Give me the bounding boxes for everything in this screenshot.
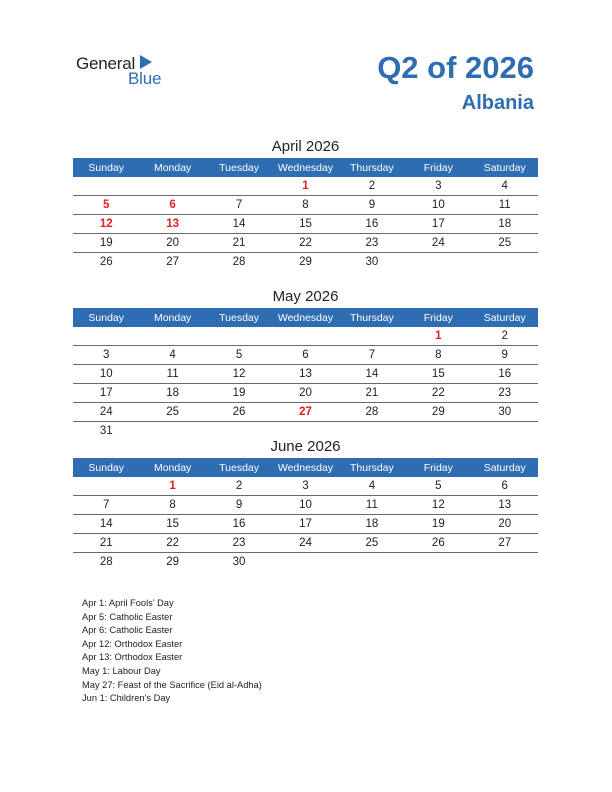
day-cell: 30 (365, 256, 379, 268)
day-cell: 2 (501, 330, 508, 342)
day-cell: 14 (99, 518, 113, 530)
weekday-header-row (73, 458, 538, 477)
day-cell: 25 (166, 406, 180, 418)
day-cell: 19 (232, 387, 246, 399)
weekday-header: Thursday (350, 161, 394, 174)
day-cell: 11 (166, 368, 179, 380)
weekday-header: Sunday (88, 311, 125, 324)
day-cell: 4 (368, 480, 376, 492)
day-cell: 11 (498, 199, 511, 211)
weekday-header: Sunday (88, 461, 125, 474)
day-cell: 15 (431, 368, 445, 380)
day-cell: 5 (435, 480, 442, 492)
day-cell: 21 (99, 537, 113, 549)
week-row (73, 177, 538, 196)
logo-general-text: General (76, 54, 136, 73)
day-cell: 17 (99, 387, 113, 399)
day-cell: 12 (431, 499, 445, 511)
week-row (73, 327, 538, 346)
day-cell: 27 (166, 256, 180, 268)
day-cell: 6 (302, 349, 309, 361)
logo-blue-text: Blue (128, 69, 162, 88)
day-cell: 26 (431, 537, 445, 549)
day-cell: 10 (99, 368, 113, 380)
day-cell: 7 (235, 199, 243, 211)
day-cell: 17 (431, 218, 445, 230)
weekday-header: Friday (423, 461, 453, 474)
weekday-header: Saturday (483, 311, 526, 324)
holiday-note: Jun 1: Children’s Day (82, 693, 171, 704)
holiday-note: Apr 5: Catholic Easter (82, 611, 173, 622)
day-cell: 9 (235, 499, 243, 511)
day-cell: 13 (299, 368, 312, 380)
day-cell: 14 (365, 368, 379, 380)
holiday-note: May 27: Feast of the Sacrifice (Eid al-Adha) (82, 679, 262, 690)
weekday-header-row (73, 158, 538, 177)
holiday-day-cell: 1 (169, 480, 176, 492)
holiday-day-cell: 1 (435, 330, 442, 342)
logo-flag-icon (140, 55, 152, 69)
weeks-container (73, 177, 538, 271)
week-row (73, 365, 538, 384)
week-row (73, 553, 538, 571)
day-cell: 21 (365, 387, 379, 399)
day-cell: 3 (103, 349, 110, 361)
day-cell: 12 (232, 368, 246, 380)
weekday-header: Sunday (88, 161, 125, 174)
day-cell: 8 (302, 199, 309, 211)
weekday-header: Monday (153, 461, 192, 474)
day-cell: 30 (498, 406, 512, 418)
day-cell: 4 (169, 349, 176, 361)
day-cell: 24 (99, 406, 113, 418)
day-cell: 19 (99, 237, 113, 249)
day-cell: 25 (365, 537, 379, 549)
brand-logo (76, 54, 176, 88)
day-cell: 28 (232, 256, 246, 268)
day-cell: 23 (365, 237, 379, 249)
week-row (73, 253, 538, 271)
day-cell: 28 (365, 406, 379, 418)
day-cell: 24 (299, 537, 312, 549)
weeks-container (73, 477, 538, 571)
week-row (73, 496, 538, 515)
holiday-note: Apr 1: April Fools’ Day (82, 598, 174, 608)
weekday-header: Friday (423, 311, 453, 324)
month-calendar-june (73, 436, 538, 571)
day-cell: 16 (232, 518, 246, 530)
day-cell: 27 (498, 537, 512, 549)
week-row (73, 534, 538, 553)
weekday-header: Wednesday (277, 461, 334, 474)
day-cell: 4 (501, 180, 508, 192)
holiday-day-cell: 6 (169, 199, 176, 211)
weekday-header: Thursday (350, 461, 394, 474)
week-row (73, 384, 538, 403)
day-cell: 9 (501, 349, 508, 361)
day-cell: 16 (365, 218, 379, 230)
day-cell: 18 (365, 518, 379, 530)
day-cell: 20 (166, 237, 180, 249)
weekday-header: Wednesday (277, 311, 334, 324)
day-cell: 13 (498, 499, 512, 511)
month-title: April 2026 (271, 138, 340, 155)
week-row (73, 477, 538, 496)
day-cell: 21 (232, 237, 246, 249)
day-cell: 19 (431, 518, 445, 530)
day-cell: 10 (431, 199, 445, 211)
day-cell: 22 (166, 537, 180, 549)
weekday-header: Thursday (350, 311, 394, 324)
page-title: Q2 of 2026 (377, 50, 534, 85)
month-title: May 2026 (272, 288, 339, 305)
weekday-header: Saturday (483, 161, 526, 174)
holiday-day-cell: 5 (103, 199, 110, 211)
weekday-header: Tuesday (219, 161, 259, 174)
day-cell: 15 (166, 518, 180, 530)
weekday-header-row (73, 308, 538, 327)
holiday-day-cell: 27 (299, 406, 312, 418)
week-row (73, 196, 538, 215)
week-row (73, 234, 538, 253)
weekday-header: Tuesday (219, 311, 259, 324)
day-cell: 29 (299, 256, 312, 268)
weekday-header: Monday (153, 311, 192, 324)
holiday-note: Apr 6: Catholic Easter (82, 625, 173, 636)
day-cell: 31 (99, 425, 113, 437)
day-cell: 20 (498, 518, 512, 530)
day-cell: 23 (232, 537, 246, 549)
day-cell: 3 (435, 180, 442, 192)
day-cell: 24 (431, 237, 445, 249)
day-cell: 29 (431, 406, 445, 418)
holiday-note: May 1: Labour Day (82, 665, 161, 676)
day-cell: 28 (99, 556, 113, 568)
day-cell: 15 (299, 218, 312, 230)
day-cell: 20 (299, 387, 312, 399)
day-cell: 22 (431, 387, 445, 399)
country-name: Albania (461, 92, 534, 114)
day-cell: 22 (299, 237, 312, 249)
day-cell: 2 (368, 180, 376, 192)
day-cell: 6 (501, 480, 508, 492)
day-cell: 3 (302, 480, 309, 492)
day-cell: 16 (498, 368, 512, 380)
week-row (73, 403, 538, 422)
day-cell: 18 (498, 218, 512, 230)
day-cell: 18 (166, 387, 180, 399)
day-cell: 25 (498, 237, 512, 249)
holiday-note: Apr 13: Orthodox Easter (82, 652, 183, 663)
day-cell: 17 (299, 518, 312, 530)
week-row (73, 215, 538, 234)
day-cell: 7 (368, 349, 376, 361)
weekday-header: Tuesday (219, 461, 259, 474)
day-cell: 2 (235, 480, 243, 492)
day-cell: 8 (169, 499, 176, 511)
month-title: June 2026 (270, 438, 341, 455)
day-cell: 5 (235, 349, 243, 361)
holiday-list (82, 597, 262, 706)
day-cell: 14 (232, 218, 246, 230)
holiday-day-cell: 12 (99, 218, 113, 230)
month-calendar-april (73, 136, 538, 271)
day-cell: 26 (232, 406, 246, 418)
day-cell: 30 (232, 556, 246, 568)
holiday-note: Apr 12: Orthodox Easter (82, 638, 183, 649)
month-calendar-may (73, 286, 538, 440)
day-cell: 23 (498, 387, 512, 399)
day-cell: 11 (365, 499, 378, 511)
weekday-header: Saturday (483, 461, 526, 474)
day-cell: 7 (103, 499, 110, 511)
day-cell: 26 (99, 256, 113, 268)
day-cell: 9 (368, 199, 376, 211)
holiday-day-cell: 1 (302, 180, 309, 192)
weekday-header: Wednesday (277, 161, 334, 174)
weekday-header: Monday (153, 161, 192, 174)
weeks-container (73, 327, 538, 440)
weekday-header: Friday (423, 161, 453, 174)
holiday-day-cell: 13 (166, 218, 180, 230)
day-cell: 29 (166, 556, 180, 568)
day-cell: 10 (299, 499, 312, 511)
week-row (73, 346, 538, 365)
day-cell: 8 (435, 349, 442, 361)
week-row (73, 515, 538, 534)
